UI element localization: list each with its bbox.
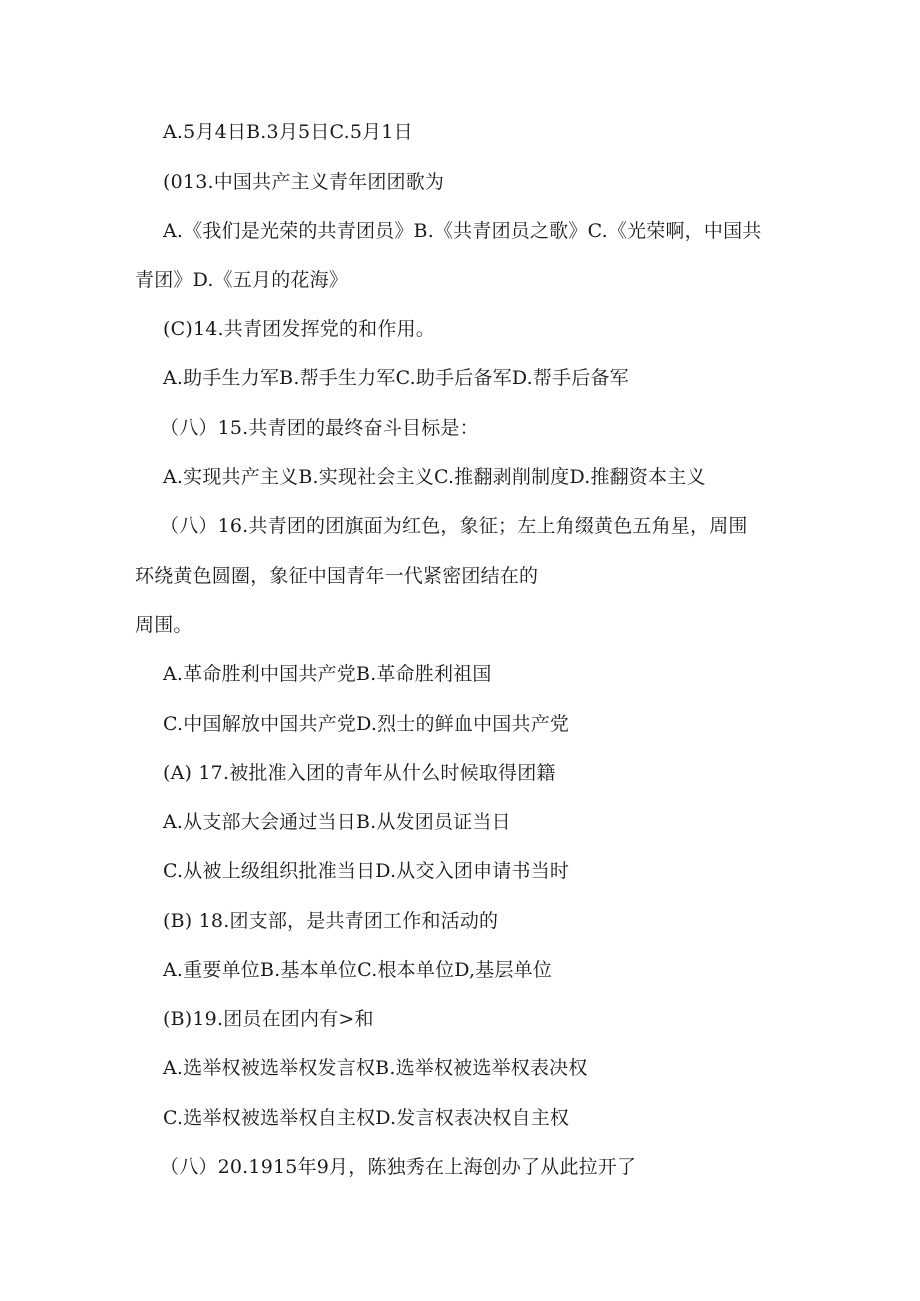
q16-options-line1: A.革命胜利中国共产党B.革命胜利祖国 (163, 663, 492, 685)
q16-question-line3: 周围。 (135, 614, 193, 636)
q17-question: (A) 17.被批准入团的青年从什么时候取得团籍 (163, 762, 556, 784)
q18-options: A.重要单位B.基本单位C.根本单位D,基层单位 (163, 959, 553, 981)
q14-options: A.助手生力军B.帮手生力军C.助手后备军D.帮手后备军 (163, 367, 629, 389)
q15-question: （八）15.共青团的最终奋斗目标是： (160, 417, 479, 439)
q16-options-line2: C.中国解放中国共产党D.烈士的鲜血中国共产党 (163, 713, 570, 735)
q12-options: A.5月4日B.3月5日C.5月1日 (163, 121, 413, 143)
q13-options-line1: A.《我们是光荣的共青团员》B.《共青团员之歌》C.《光荣啊，中国共 (163, 220, 762, 242)
q20-question: （八）20.1915年9月，陈独秀在上海创办了从此拉开了 (160, 1156, 637, 1178)
q19-question: (B)19.团员在团内有>和 (163, 1008, 374, 1030)
q14-question: (C)14.共青团发挥党的和作用。 (163, 318, 435, 340)
q18-question: (B) 18.团支部，是共青团工作和活动的 (163, 910, 499, 932)
q16-question-line2: 环绕黄色圆圈，象征中国青年一代紧密团结在的 (135, 565, 539, 587)
q19-options-line1: A.选举权被选举权发言权B.选举权被选举权表决权 (163, 1057, 588, 1079)
q17-options-line1: A.从支部大会通过当日B.从发团员证当日 (163, 811, 511, 833)
q13-question: (013.中国共产主义青年团团歌为 (163, 171, 445, 193)
q15-options: A.实现共产主义B.实现社会主义C.推翻剥削制度D.推翻资本主义 (163, 466, 706, 488)
q19-options-line2: C.选举权被选举权自主权D.发言权表决权自主权 (163, 1107, 570, 1129)
q13-options-line2: 青团》D.《五月的花海》 (135, 269, 348, 291)
q16-question-line1: （八）16.共青团的团旗面为红色，象征；左上角缀黄色五角星，周围 (160, 515, 748, 537)
q17-options-line2: C.从被上级组织批准当日D.从交入团申请书当时 (163, 860, 570, 882)
